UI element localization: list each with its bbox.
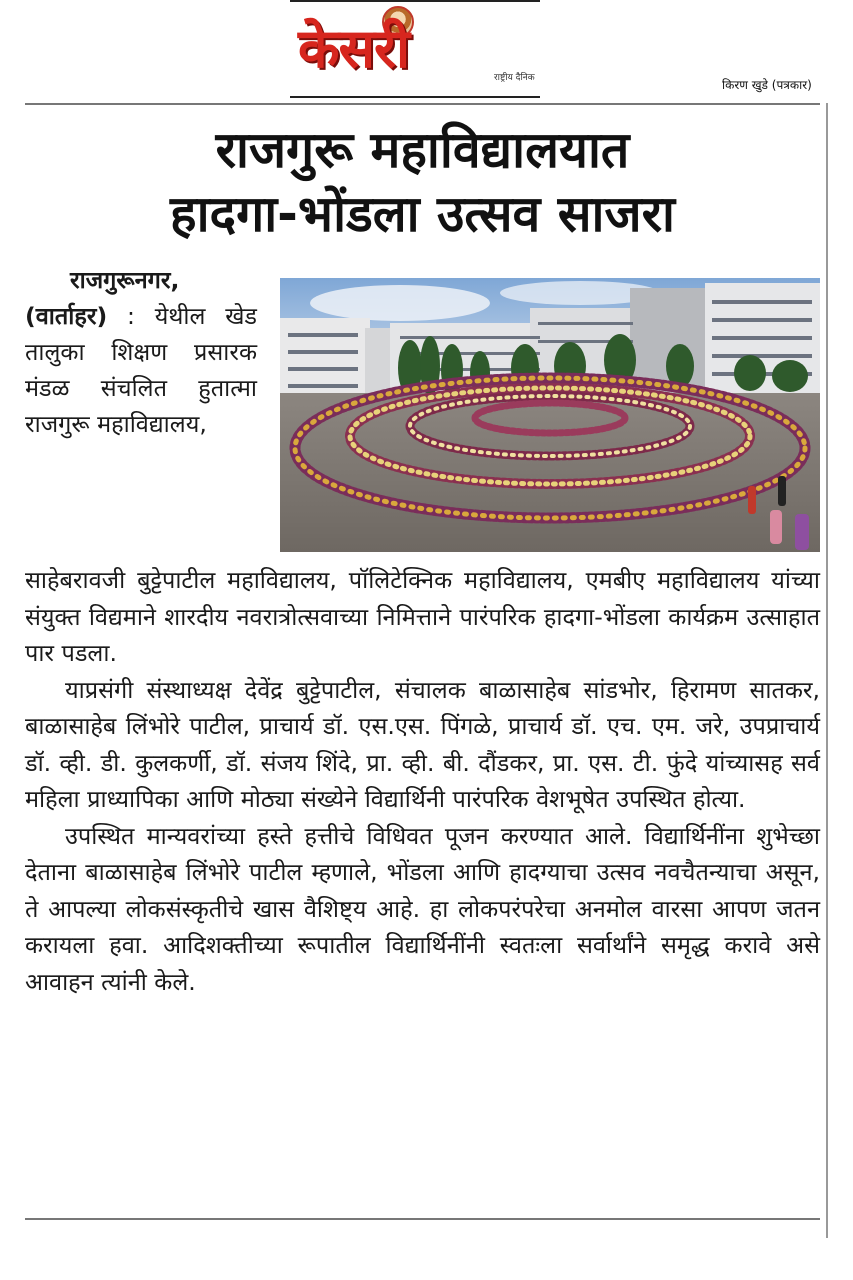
article-body [25, 562, 820, 1000]
bottom-divider [25, 1218, 820, 1220]
headline-line-2: हादगा-भोंडला उत्सव साजरा [170, 185, 675, 243]
masthead-tagline: राष्ट्रीय दैनिक [494, 73, 535, 83]
paragraph-3: उपस्थित मान्यवरांच्या हस्ते हत्तीचे विधिवत पूजन करण्यात आले. विद्यार्थिनींना शुभेच्छा देताना बाळासाहेब लिंभोरे पाटील म्हणाले, भोंडला आणि हादग्याचा उत्सव नवचैतन्याचा असून, ते आपल्या लोकसंस्कृतीचे खास वैशिष्ट्य आहे. हा लोकपरंपरेचा अनमोल वारसा आपण जतन करायला हवा. आदिशक्तीच्या रूपातील विद्यार्थिनींनी स्वतःला सर्वार्थांने समृद्ध करावे असे आवाहन त्यांनी केले. [25, 821, 820, 996]
byline: किरण खुडे (पत्रकार) [722, 78, 812, 92]
dateline-city: राजगुरूनगर, [70, 266, 180, 294]
dateline-source: (वार्ताहर) [25, 302, 108, 330]
top-divider [25, 103, 820, 105]
event-photo-image [280, 278, 820, 552]
newspaper-masthead [290, 0, 540, 100]
article-headline [25, 118, 820, 246]
lead-text: : येथील खेड तालुका शिक्षण प्रसारक मंडळ संचलित हुतात्मा राजगुरू महाविद्यालय, [25, 302, 257, 438]
masthead-bottom-rule [290, 96, 540, 98]
headline-line-1: राजगुरू महाविद्यालयात [215, 121, 630, 179]
article-lead [25, 262, 257, 442]
column-rule [826, 103, 828, 1238]
event-photo [280, 278, 820, 552]
newspaper-logo: केसरी [298, 17, 410, 80]
paragraph-1-continued: साहेबरावजी बुट्टेपाटील महाविद्यालय, पॉलिटेक्निक महाविद्यालय, एमबीए महाविद्यालय यांच्या संयुक्त विद्यमाने शारदीय नवरात्रोत्सवाच्या निमित्ताने पारंपरिक हादगा-भोंडला कार्यक्रम उत्साहात पार पडला. [25, 566, 820, 667]
paragraph-2: याप्रसंगी संस्थाध्यक्ष देवेंद्र बुट्टेपाटील, संचालक बाळासाहेब सांडभोर, हिरामण सातकर, बाळासाहेब लिंभोरे पाटील, प्राचार्य डॉ. एस.एस. पिंगळे, प्राचार्य डॉ. एच. एम. जरे, उपप्राचार्य डॉ. व्ही. डी. कुलकर्णी, डॉ. संजय शिंदे, प्रा. व्ही. बी. दौंडकर, प्रा. एस. टी. फुंदे यांच्यासह सर्व महिला प्राध्यापिका आणि मोठ्या संख्येने विद्यार्थिनी पारंपरिक वेशभूषेत उपस्थित होत्या. [25, 675, 820, 813]
masthead-top-rule [290, 0, 540, 2]
